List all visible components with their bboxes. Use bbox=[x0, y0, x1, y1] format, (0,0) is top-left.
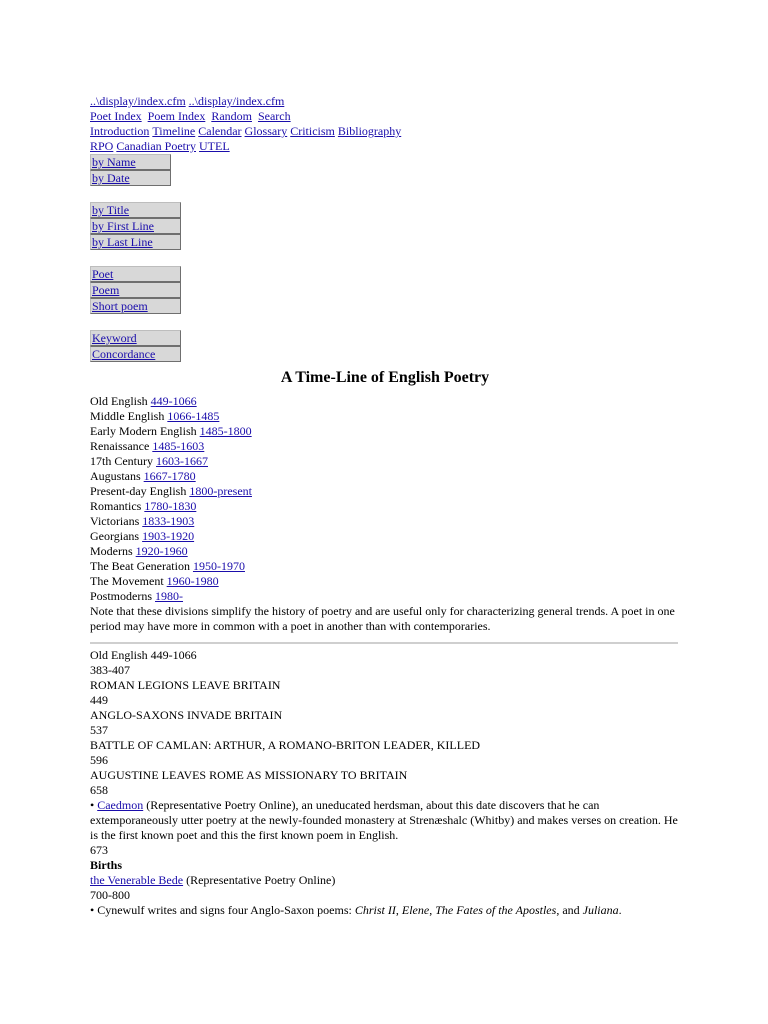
timeline-link[interactable]: Timeline bbox=[152, 124, 196, 138]
poem-title: Christ II bbox=[354, 903, 396, 917]
page-title: A Time-Line of English Poetry bbox=[280, 369, 490, 386]
period-range-link[interactable]: 449-1066 bbox=[150, 394, 197, 408]
period-name: Victorians bbox=[90, 514, 140, 528]
period-name: 17th Century bbox=[90, 454, 153, 468]
random-poet-link[interactable]: Poet bbox=[90, 266, 181, 282]
period-row bbox=[90, 484, 680, 499]
period-range-link[interactable]: 1903-1920 bbox=[142, 529, 195, 543]
period-name: The Beat Generation bbox=[90, 559, 190, 573]
rpo-note: (Representative Poetry Online) bbox=[146, 798, 296, 812]
period-range-link[interactable]: 1920-1960 bbox=[135, 544, 188, 558]
by-first-line-link[interactable]: by First Line bbox=[90, 218, 181, 234]
bede-entry bbox=[90, 873, 680, 888]
period-row bbox=[90, 529, 680, 544]
timeline-year: 673 bbox=[90, 843, 108, 857]
timeline-event: ROMAN LEGIONS LEAVE BRITAIN bbox=[90, 678, 281, 692]
timeline-year: 658 bbox=[90, 783, 108, 797]
display-index-link-1[interactable]: ..\display/index.cfm bbox=[90, 94, 186, 108]
period-row bbox=[90, 499, 680, 514]
poem-title: Elene bbox=[401, 903, 430, 917]
period-name: Augustans bbox=[90, 469, 141, 483]
index-menu bbox=[90, 154, 680, 362]
nav-row-3 bbox=[90, 139, 680, 154]
timeline-year: 449 bbox=[90, 693, 108, 707]
period-range-link[interactable]: 1950-1970 bbox=[192, 559, 245, 573]
period-list bbox=[90, 394, 680, 604]
timeline-heading: Old English 449-1066 bbox=[90, 648, 197, 662]
period-row bbox=[90, 574, 680, 589]
timeline-year: 383-407 bbox=[90, 663, 130, 677]
timeline-year: 537 bbox=[90, 723, 108, 737]
period-row bbox=[90, 589, 680, 604]
poem-index-link[interactable]: Poem Index bbox=[147, 109, 206, 123]
period-name: Early Modern English bbox=[90, 424, 197, 438]
period-range-link[interactable]: 1485-1603 bbox=[152, 439, 205, 453]
canadian-poetry-link[interactable]: Canadian Poetry bbox=[116, 139, 196, 153]
timeline-entries bbox=[90, 663, 680, 783]
period-row bbox=[90, 409, 680, 424]
poem-title: The Fates of the Apostles bbox=[435, 903, 557, 917]
caedmon-text: , an uneducated herdsman, about this date discovers that he can extemporaneously utter poetry at the newly-founded monastery at Strenæshalc (Whitby) and makes verses on creation. He is the first known poet and this the first known poem in English. bbox=[90, 798, 678, 842]
period-row bbox=[90, 469, 680, 484]
caedmon-link[interactable]: Caedmon bbox=[97, 798, 144, 812]
nav-row-2 bbox=[90, 124, 680, 139]
period-range-link[interactable]: 1603-1667 bbox=[156, 454, 208, 468]
criticism-link[interactable]: Criticism bbox=[290, 124, 335, 138]
timeline-event: ANGLO-SAXONS INVADE BRITAIN bbox=[90, 708, 283, 722]
poet-index-menu bbox=[90, 154, 680, 186]
random-link[interactable]: Random bbox=[211, 109, 252, 123]
divider bbox=[90, 642, 678, 644]
cynewulf-text: Cynewulf writes and signs four Anglo-Saxon poems: bbox=[97, 903, 355, 917]
periods-note: Note that these divisions simplify the history of poetry and are useful only for characterizing general trends. A poet in one period may have more in common with a poet in another than with contemporaries. bbox=[90, 604, 675, 633]
poem-title: Juliana bbox=[582, 903, 619, 917]
keyword-link[interactable]: Keyword bbox=[90, 330, 181, 346]
random-poem-link[interactable]: Poem bbox=[90, 282, 181, 298]
period-name: The Movement bbox=[90, 574, 164, 588]
period-name: Middle English bbox=[90, 409, 165, 423]
period-name: Georgians bbox=[90, 529, 140, 543]
rpo-note: (Representative Poetry Online) bbox=[186, 873, 336, 887]
calendar-link[interactable]: Calendar bbox=[198, 124, 242, 138]
by-title-link[interactable]: by Title bbox=[90, 202, 181, 218]
bullet: • bbox=[90, 798, 95, 812]
concordance-link[interactable]: Concordance bbox=[90, 346, 181, 362]
poet-index-link[interactable]: Poet Index bbox=[90, 109, 142, 123]
timeline-event: BATTLE OF CAMLAN: ARTHUR, A ROMANO-BRITON LEADER, KILLED bbox=[90, 738, 481, 752]
period-name: Present-day English bbox=[90, 484, 187, 498]
period-name: Renaissance bbox=[90, 439, 150, 453]
utel-link[interactable]: UTEL bbox=[199, 139, 230, 153]
period-name: Postmoderns bbox=[90, 589, 153, 603]
period-range-link[interactable]: 1833-1903 bbox=[142, 514, 195, 528]
rpo-link[interactable]: RPO bbox=[90, 139, 114, 153]
by-date-link[interactable]: by Date bbox=[90, 170, 171, 186]
bullet: • bbox=[90, 903, 95, 917]
period-range-link[interactable]: 1800-present bbox=[189, 484, 252, 498]
timeline-year: 700-800 bbox=[90, 888, 130, 902]
period-range-link[interactable]: 1780-1830 bbox=[144, 499, 197, 513]
search-menu bbox=[90, 330, 680, 362]
period-row bbox=[90, 424, 680, 439]
nav-row-1 bbox=[90, 109, 680, 124]
period-range-link[interactable]: 1980- bbox=[155, 589, 184, 603]
bibliography-link[interactable]: Bibliography bbox=[337, 124, 402, 138]
period-row bbox=[90, 439, 680, 454]
by-last-line-link[interactable]: by Last Line bbox=[90, 234, 181, 250]
random-menu bbox=[90, 266, 680, 314]
display-index-link-2[interactable]: ..\display/index.cfm bbox=[188, 94, 285, 108]
period-row bbox=[90, 559, 680, 574]
period-range-link[interactable]: 1960-1980 bbox=[166, 574, 219, 588]
births-label: Births bbox=[90, 858, 123, 872]
period-row bbox=[90, 394, 680, 409]
period-range-link[interactable]: 1485-1800 bbox=[199, 424, 252, 438]
random-short-poem-link[interactable]: Short poem bbox=[90, 298, 181, 314]
caedmon-entry bbox=[90, 798, 680, 843]
period-range-link[interactable]: 1066-1485 bbox=[167, 409, 220, 423]
cynewulf-entry: • Cynewulf writes and signs four Anglo-Saxon poems: Christ II, Elene, The Fates of the Apostles, and Juliana. bbox=[90, 903, 622, 917]
period-range-link[interactable]: 1667-1780 bbox=[143, 469, 196, 483]
period-name: Old English bbox=[90, 394, 148, 408]
timeline-event: AUGUSTINE LEAVES ROME AS MISSIONARY TO BRITAIN bbox=[90, 768, 408, 782]
page-content bbox=[90, 94, 680, 918]
period-row bbox=[90, 454, 680, 469]
period-row bbox=[90, 544, 680, 559]
venerable-bede-link[interactable]: the Venerable Bede bbox=[90, 873, 184, 887]
path-links bbox=[90, 94, 680, 109]
by-name-link[interactable]: by Name bbox=[90, 154, 171, 170]
period-name: Romantics bbox=[90, 499, 142, 513]
search-link[interactable]: Search bbox=[257, 109, 291, 123]
introduction-link[interactable]: Introduction bbox=[90, 124, 150, 138]
glossary-link[interactable]: Glossary bbox=[244, 124, 288, 138]
timeline-year: 596 bbox=[90, 753, 108, 767]
period-name: Moderns bbox=[90, 544, 133, 558]
period-row bbox=[90, 514, 680, 529]
poem-index-menu bbox=[90, 202, 680, 250]
